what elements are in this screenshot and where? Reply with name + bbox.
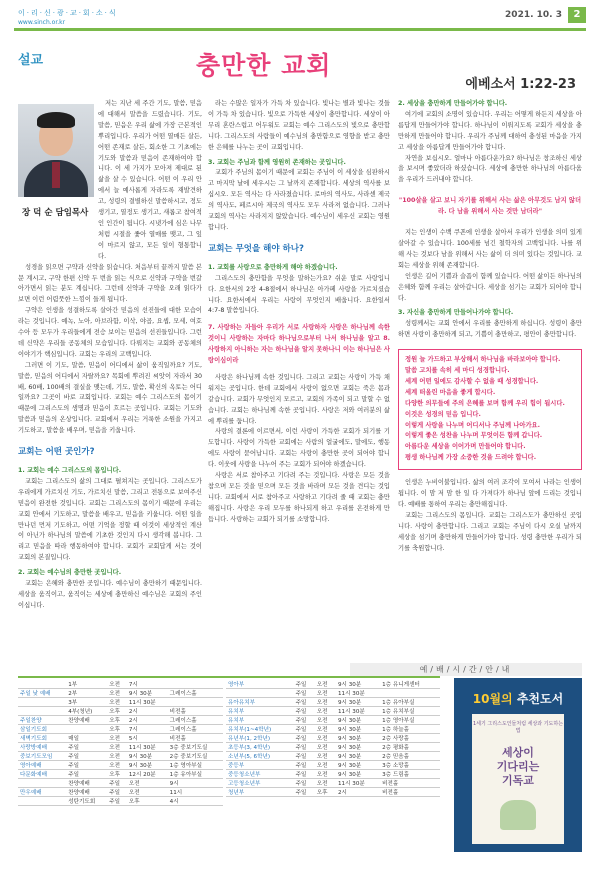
schedule-cell: 그레이스홀: [168, 716, 223, 725]
paragraph: 성령께서는 교회 안에서 우리를 충만하게 하십니다. 성령이 충만하면 사랑이 충만하게 되고, 기쁨이 충만하고, 평안이 충만합니다.: [398, 320, 582, 339]
subheading: 3. 교회는 주님과 함께 영원히 존재하는 곳입니다.: [208, 158, 346, 166]
schedule-cell: 오전: [315, 716, 336, 725]
paragraph: 교회는 그리스도의 삶의 그대로 펼쳐지는 곳입니다. 그리스도가 우리에게 가르치신 기도, 가르치신 말씀, 그리고 전통으로 보여주신 믿음이 완전한 것입니다. 교회는 그리스도의 몸이기 때문에 우리는 교회 안에서 기도하고, 말씀을 배우고, 믿음을 키웁니다. 어떤 일을 만나던 먼저 기도하고, 어떤 기억을 정할 때 이것이 세상적인 계산이 아닌가 하나님의 말씀에 기초한 것인지 다시 생각해 봅니다. 그리고 믿음을 따라 행동하여야 합니다. 교회가 교회답게 서는 것이 교회의 본질입니다.: [18, 477, 202, 562]
schedule-cell: 9시 30분: [336, 716, 380, 725]
schedule-cell: 오전: [315, 761, 336, 770]
callout-line: 평생 하나님께 가장 소중한 것을 드려야 합니다.: [405, 454, 537, 462]
schedule-cell: [380, 689, 440, 698]
scripture-quote: 7. 사랑하는 자들아 우리가 서로 사랑하자 사랑은 하나님께 속한 것이니 사랑하는 자마다 하나님으로부터 나서 하나님을 알고 8. 사랑하지 아니하는 자는 하나님을 알지 못하나니 이는 하나님은 사랑이심이라: [208, 324, 390, 365]
schedule-cell: 사랑방예배: [18, 743, 66, 752]
schedule-cell: 중보기도모임: [18, 752, 66, 761]
schedule-cell: 오전: [107, 680, 127, 689]
schedule-cell: 9시 30분: [336, 761, 380, 770]
paragraph: 자연을 보십시오. 얼마나 아름다운가요? 하나님은 창조하신 세상을 보시며 좋았더라 하셨습니다. 세상에 충만한 하나님의 아름다움을 우리가 드러내야 합니다.: [398, 154, 582, 184]
schedule-cell: 다문화예배: [18, 770, 66, 779]
schedule-cell: 주일: [294, 725, 315, 734]
book-title-line: 기독교: [502, 774, 534, 787]
book-banner-label: 추천도서: [516, 692, 564, 706]
subheading: 2. 교회는 예수님의 충만한 곳입니다.: [18, 569, 122, 577]
schedule-cell: 주일: [107, 797, 127, 806]
schedule-cell: 오후: [107, 725, 127, 734]
schedule-cell: 9시 30분: [336, 752, 380, 761]
schedule-row: [226, 743, 440, 752]
sermon-title: 충만한 교회: [196, 51, 332, 80]
subheading: 1. 교회는 예수 그리스도의 몸입니다.: [18, 467, 122, 474]
schedule-cell: 비전홀: [380, 779, 440, 788]
schedule-cell: 오후: [107, 716, 127, 725]
schedule-row: [226, 788, 440, 797]
schedule-cell: 1부: [66, 680, 107, 689]
schedule-cell: 7시: [127, 680, 168, 689]
schedule-cell: 오전: [315, 698, 336, 707]
schedule-cell: 주일: [66, 752, 107, 761]
schedule-row: [18, 707, 223, 716]
section-heading: 교회는 무엇을 해야 하나?: [208, 243, 304, 254]
book-title-line: 세상이: [502, 746, 534, 759]
highlight-quote: "100살을 살고 보니 자기를 위해서 사는 삶은 아무것도 남지 않더라. 다 남을 위해서 사는 것만 남더라": [398, 197, 582, 216]
paragraph: 지는 인생이 수백 쿠폰에 인생을 살아서 우리가 인생을 의미 있게 살아갈 수 있습니다. 100세를 넘긴 철학자의 고백입니다. 나를 위해 사는 것보다 남을 위해서 사는 삶이 더 의미 있다는 것입니다. 교회는 세상을 위해 존재합니다.: [398, 229, 582, 269]
schedule-cell: 4부(청년): [66, 707, 107, 716]
column-2: [208, 99, 390, 526]
schedule-cell: 주일: [66, 770, 107, 779]
schedule-row: [18, 716, 223, 725]
column-1: [18, 99, 202, 612]
schedule-row: [226, 752, 440, 761]
schedule-cell: 비전홀: [168, 734, 223, 743]
callout-line: 말씀 고치를 속히 세 마디 성경합니다.: [405, 367, 510, 375]
schedule-row: [18, 680, 223, 689]
schedule-cell: 7시: [127, 725, 168, 734]
schedule-row: [18, 761, 223, 770]
schedule-row: [18, 698, 223, 707]
paragraph: 교회가 주님의 몸이기 때문에 교회는 주님이 이 세상을 심판하시고 마지막 날에 세우시는 그 날까지 존재합니다. 세상의 역사를 보십시오. 모든 역사는 다 사라졌습니다. 로마의 역사도, 사라센 제국의 역사도, 페르시아 제국의 역사도 모두 사라져 없습니다. 그러나 교회의 역사는 사라지지 않았습니다. 예수님이 세우신 교회는 영원합니다.: [208, 169, 390, 231]
schedule-cell: [18, 797, 66, 806]
schedule-cell: 주일: [294, 779, 315, 788]
schedule-cell: 오전: [315, 770, 336, 779]
schedule-cell: 오전: [315, 707, 336, 716]
scripture-reference: 에베소서 1:22-23: [465, 77, 576, 92]
schedule-row: [226, 689, 440, 698]
schedule-cell: 오전: [107, 698, 127, 707]
schedule-row: [18, 725, 223, 734]
schedule-cell: 2층 평화홀: [380, 743, 440, 752]
schedule-cell: 청년부: [226, 788, 294, 797]
schedule-cell: 오전: [107, 743, 127, 752]
schedule-cell: 중등부: [226, 761, 294, 770]
schedule-cell: 오전: [107, 752, 127, 761]
schedule-cell: 주일: [107, 779, 127, 788]
schedule-cell: 9시 30분: [336, 734, 380, 743]
schedule-cell: 주일: [66, 761, 107, 770]
schedule-cell: 2층 믿음홀: [380, 752, 440, 761]
church-name: 이·리·신·광·교·회·소·식: [18, 9, 118, 17]
schedule-cell: [168, 680, 223, 689]
schedule-cell: 1층 유치부실: [380, 707, 440, 716]
book-banner-month: 10월의: [472, 692, 513, 706]
schedule-cell: 12시 20분: [127, 770, 168, 779]
section-heading: 교회는 어떤 곳인가?: [18, 447, 95, 458]
schedule-cell: 11시: [168, 788, 223, 797]
schedule-cell: 4시: [168, 797, 223, 806]
schedule-cell: 영아예배: [18, 761, 66, 770]
callout-line: 세계 떠올린 마음을 좋게 합시다.: [405, 388, 496, 396]
schedule-cell: 찬양예배: [66, 788, 107, 797]
schedule-cell: 유년부(1, 2학년): [226, 734, 294, 743]
schedule-cell: 만우예배: [18, 788, 66, 797]
schedule-cell: 주일: [107, 788, 127, 797]
subheading: 1. 교회를 사랑으로 충만하게 해야 하겠습니다.: [208, 263, 338, 271]
schedule-row: [226, 734, 440, 743]
schedule-cell: 삼일기도회: [18, 725, 66, 734]
schedule-cell: 성탄기도회: [66, 797, 107, 806]
schedule-cell: 그레이스홀: [168, 725, 223, 734]
schedule-cell: [18, 680, 66, 689]
page-header: [14, 6, 586, 46]
schedule-cell: 1층 영아부실: [380, 716, 440, 725]
schedule-cell: 주일: [294, 689, 315, 698]
schedule-cell: 오후: [107, 770, 127, 779]
schedule-cell: 9시 30분: [336, 770, 380, 779]
paragraph: 사랑은 하나님께 속한 것입니다. 그리고 교회는 사랑이 가득 채워지는 곳입니다. 한데 교회에서 사랑이 없으면 교회는 죽은 몸과 같습니다. 교회가 무엇인지 모르고, 교회의 가족이 되고 말할 수 없습니다. 교회는 하나님께 속한 곳입니다. 사랑은 저와 여러분의 삶에 뿌리를 둡니다.: [208, 373, 390, 425]
schedule-cell: 2층 사랑홀: [380, 734, 440, 743]
paragraph: 인생은 길어 기쁨과 슬픔이 함께 있습니다. 어떤 삶이든 하나님의 은혜와 함께 우리는 살아갑니다. 세상을 섬기는 교회가 되어야 합니다.: [398, 272, 582, 302]
schedule-cell: 그레이스홀: [168, 689, 223, 698]
schedule-cell: 중등청소년부: [226, 770, 294, 779]
book-blurb: 1세기 그리스도인들처럼 세상과 기도하는 법: [472, 721, 564, 734]
schedule-row: [18, 770, 223, 779]
schedule-cell: 9시 30분: [127, 752, 168, 761]
schedule-cell: 오전: [127, 788, 168, 797]
schedule-cell: 5시: [127, 734, 168, 743]
schedule-row: [226, 680, 440, 689]
schedule-cell: 1층 유아부실: [168, 770, 223, 779]
schedule-cell: 11시 30분: [336, 779, 380, 788]
schedule-row: [18, 689, 223, 698]
schedule-cell: 3부: [66, 698, 107, 707]
schedule-row: [18, 752, 223, 761]
church-url[interactable]: www.sinch.or.kr: [18, 19, 66, 26]
page-number: 2: [568, 7, 586, 23]
callout-line: 세계 어떤 일에도 감사할 수 없을 때 성경합니다.: [405, 377, 539, 385]
schedule-cell: 주일: [294, 707, 315, 716]
callout-line: 이렇게 좋은 성찬을 나누며 무엇이든 함께 갑니다.: [405, 432, 543, 440]
schedule-cell: 주일: [294, 770, 315, 779]
schedule-row: [18, 797, 223, 806]
book-title: [472, 746, 564, 788]
schedule-cell: 오후: [107, 707, 127, 716]
schedule-cell: 주일: [294, 734, 315, 743]
schedule-title: 예/배/시/간/안/내: [350, 663, 582, 676]
schedule-cell: 주일: [66, 743, 107, 752]
schedule-cell: 9시 30분: [336, 680, 380, 689]
schedule-row: [226, 716, 440, 725]
schedule-cell: 주일: [294, 788, 315, 797]
paragraph: 구약은 인생을 성결하도록 살아간 믿음의 선진들에 대한 모습이라는 것입니다. 예녹, 노아, 아브라함, 이삭, 야곱, 요셉, 모세, 여호수아 등 모두가 우리들에게 전승 보이는 믿음의 선진들입니다. 그런데 신약은 우리들 공동체의 모습입니다. 다뤄지는 교회와 공동체의 이야기가 핵심입니다. 교회는 우리의 고백입니다.: [18, 307, 202, 358]
schedule-row: [226, 770, 440, 779]
subheading: 3. 자신을 충만하게 만들어나가야 합니다.: [398, 309, 514, 317]
schedule-cell: 오전: [127, 779, 168, 788]
schedule-cell: 3층 소망홀: [380, 761, 440, 770]
callout-line: 다양한 의무들에 주의 은혜를 보며 함께 우리 힘이 됩시다.: [405, 399, 565, 407]
schedule-cell: 주일: [294, 743, 315, 752]
schedule-cell: 새벽기도회: [18, 734, 66, 743]
schedule-cell: 초등부(3, 4학년): [226, 743, 294, 752]
schedule-cell: 매일: [66, 734, 107, 743]
schedule-cell: 오후: [127, 797, 168, 806]
schedule-cell: 주일: [294, 698, 315, 707]
schedule-cell: [168, 698, 223, 707]
schedule-cell: 찬양예배: [66, 716, 107, 725]
schedule-cell: 비전홀: [168, 707, 223, 716]
intro-paragraph: 저는 지난 세 주간 기도, 말씀, 믿음에 대해서 말씀을 드렸습니다. 기도, 말씀, 믿음은 우리 삶에 가장 근본적인 뿌리입니다. 우리가 어떤 열매든 살든, 어떤 존재로 살든, 회소한 그 기초에는 기도와 말씀과 믿음이 존재하여야 합니다. 이 세 가지가 모아져 제대로 된 삶을 살 수 있습니다. 어떤 이 우리 안에서 늘 예사롭게 자라도록 재발견하고, 성령의 결별하신 말씀하시고, 정도 생기고, 열정도 생기고, 새롭고 참여적인 인간이 됩니다. 시냇가에 심은 나무처럼 시절을 좇아 열매를 맺고, 그 잎이 마르지 않고, 모든 일이 형통합니다.: [98, 100, 202, 260]
schedule-row: [226, 779, 440, 788]
book-title-line: 기다리는: [496, 760, 540, 773]
schedule-cell: 1층 유니게센터: [380, 680, 440, 689]
worship-schedule: [18, 676, 440, 854]
subheading: 2. 세상을 충만하게 만들어가야 합니다.: [398, 100, 508, 107]
schedule-row: [18, 788, 223, 797]
column-3: [398, 99, 582, 555]
schedule-cell: [18, 779, 66, 788]
paragraph: 그리스도의 충만함을 무엇을 말하는가요? 쉬운 말로 사랑입니다. 요한서의 2장 4-8절에서 하나님은 아가페 사랑을 가르치셨습니다. 요한서에서 우리는 사랑이 무엇인지 배웁니다. 요한일서 4:7-8 말씀입니다.: [208, 274, 390, 315]
schedule-row: [18, 779, 223, 788]
schedule-row: [226, 698, 440, 707]
schedule-cell: 1층 하늘홀: [380, 725, 440, 734]
callout-line: 아름다운 세상을 이어가며 만들어야 합니다.: [405, 443, 526, 451]
schedule-cell: 소년부(5, 6학년): [226, 752, 294, 761]
schedule-cell: 2시: [336, 788, 380, 797]
schedule-cell: 유치부: [226, 716, 294, 725]
schedule-cell: 9시 30분: [127, 689, 168, 698]
paragraph: 인생은 누비이불입니다. 삶의 여러 조각이 모여서 나라는 인생이 됩니다. 이 맘 저 맘 한 일 다 가져다가 하나님 앞에 드리는 것입니다. 예배를 통하여 우리는 충만해집니다.: [398, 479, 582, 508]
schedule-row: [226, 707, 440, 716]
callout-line: 이렇게 사랑을 나누며 어디서나 주님께 나아가요.: [405, 421, 541, 429]
paragraph: 교회는 그리스도의 몸입니다. 교회는 그리스도가 충만하신 곳입니다. 사랑이 충만합니다. 그리고 교회는 주님이 다시 오실 날까지 세상을 섬기며 충만하게 만들어가야 합니다. 성령 충만한 우리가 되기를 축원합니다.: [398, 511, 582, 552]
schedule-cell: 주일: [294, 680, 315, 689]
schedule-cell: 2시: [127, 707, 168, 716]
schedule-cell: [18, 707, 66, 716]
schedule-cell: 2층 중보기도실: [168, 752, 223, 761]
book-cover: [472, 714, 564, 844]
schedule-cell: 오전: [107, 689, 127, 698]
paragraph: 사랑은 서로 참아주고 기다려 주는 것입니다. 사랑은 모든 것을 참으며 모든 것을 믿으며 모든 것을 바라며 모든 것을 견디는 것입니다. 교회에서 서로 참아주고 사랑하고 기다려 줄 때 교회는 충만해집니다. 사랑은 우리 모두를 하나되게 하고 우리를 온전하게 만듭니다. 사랑하는 교회가 되기를 소망합니다.: [208, 472, 390, 523]
schedule-table-b: [226, 680, 440, 797]
schedule-cell: 11시 30분: [127, 743, 168, 752]
paragraph: 여기에 교회의 소명이 있습니다. 우리는 어떻게 하든지 세상을 아름답게 만들어가야 합니다. 하나님이 이뤄지도록 교회가 세상을 충만하게 만들어야 합니다. 우리가 주님께 대하여 충성된 마음을 가지고 세상을 아름답게 만들어가야 합니다.: [398, 110, 582, 151]
paragraph: 교회는 은혜와 충만한 곳입니다. 예수님이 충만하기 때문입니다. 세상을 움직이고, 움직이는 세상에 충만하신 예수님은 교회의 주인이십니다.: [18, 580, 202, 609]
schedule-cell: 주일: [294, 761, 315, 770]
schedule-cell: 오전: [315, 680, 336, 689]
section-label: 설교: [18, 53, 44, 68]
schedule-cell: 3층 드림홀: [380, 770, 440, 779]
schedule-cell: 유아유치부: [226, 698, 294, 707]
schedule-cell: 고등청소년부: [226, 779, 294, 788]
schedule-cell: 찬양예배: [66, 779, 107, 788]
schedule-cell: 오전: [315, 689, 336, 698]
schedule-cell: 오전: [107, 734, 127, 743]
header-rule: [14, 28, 586, 31]
schedule-cell: 오전: [107, 761, 127, 770]
schedule-cell: 비전홀: [380, 788, 440, 797]
paragraph: 성경을 읽으면 구약과 신약을 읽습니다. 처음부터 끝까지 말씀 본문 계시고, 구약 한편 신약 두 번을 읽는 식으로 신약과 구약을 번갈아가면서 읽는 분도 계십니다. 그런데 신약과 구약을 오래 읽다가 보면 이런 어렴풋한 느낌이 들게 됩니다.: [18, 263, 202, 304]
schedule-cell: 오전: [315, 734, 336, 743]
callout-line: 정원 늘 가드하고 부상해서 하나님을 바라보아야 합니다.: [405, 356, 561, 364]
schedule-cell: 오전: [315, 752, 336, 761]
schedule-cell: 9시 30분: [127, 761, 168, 770]
callout-line: 이것은 성경의 믿음 입니다.: [405, 410, 481, 418]
schedule-cell: 오후: [315, 788, 336, 797]
schedule-cell: 2부: [66, 689, 107, 698]
schedule-cell: 주일찬양: [18, 716, 66, 725]
schedule-cell: 11시 30분: [127, 698, 168, 707]
schedule-cell: 주일: [294, 752, 315, 761]
schedule-cell: 9시 30분: [336, 743, 380, 752]
book-banner: [454, 690, 582, 707]
schedule-cell: [226, 689, 294, 698]
schedule-cell: 9시 30분: [336, 725, 380, 734]
schedule-cell: 11시 30분: [336, 707, 380, 716]
schedule-cell: 9시: [168, 779, 223, 788]
book-recommendation[interactable]: [454, 678, 582, 852]
callout-box: [398, 349, 582, 470]
schedule-cell: 주일 낮 예배: [18, 689, 66, 698]
schedule-cell: 유치부(1~4학년): [226, 725, 294, 734]
schedule-cell: [66, 725, 107, 734]
schedule-row: [18, 743, 223, 752]
schedule-cell: 3층 중보기도실: [168, 743, 223, 752]
schedule-cell: 오전: [315, 779, 336, 788]
schedule-row: [18, 734, 223, 743]
schedule-cell: 1층 유아부실: [380, 698, 440, 707]
paragraph: 그러면 이 기도, 말씀, 믿음이 어디에서 삶이 움직일까요? 기도, 말씀, 믿음의 어디에서 자랄까요? 목회에 뿌려진 씨앗이 자라서 30배, 60배, 100배의 결실을 맺는데, 기도, 말씀, 확신의 옥토는 어디일까요? 그곳이 바로 교회입니다. 교회는 예수 그리스도의 몸이기 때문에 그리스도의 생명과 믿음이 흐르는 곳입니다. 교회는 기도와 말씀과 믿음의 온상입니다. 교회에서 우리는 거룩한 소원을 가지고 기도하고, 말씀을 배우며, 믿음을 키웁니다.: [18, 361, 202, 435]
schedule-row: [226, 761, 440, 770]
schedule-cell: 11시 30분: [336, 689, 380, 698]
schedule-cell: 1층 영아부실: [168, 761, 223, 770]
schedule-table-a: [18, 680, 223, 806]
issue-date: 2021. 10. 3: [505, 10, 562, 20]
book-illustration: [500, 800, 536, 830]
schedule-cell: 9시 30분: [336, 698, 380, 707]
schedule-cell: [18, 698, 66, 707]
paragraph: 사랑의 결론에 이르면서, 이런 사랑이 가득한 교회가 되기를 기도합니다. 사랑이 가득한 교회에는 사람의 얼굴에도, 말에도, 행동에도 사랑이 묻어납니다. 교회는 사랑이 충만한 곳이 되어야 합니다. 이웃에 사랑을 나누어 주는 교회가 되어야 하겠습니다.: [208, 428, 390, 469]
schedule-cell: 오전: [315, 725, 336, 734]
schedule-cell: 주일: [294, 716, 315, 725]
schedule-cell: 영아부: [226, 680, 294, 689]
schedule-cell: 2시: [127, 716, 168, 725]
schedule-row: [226, 725, 440, 734]
pastor-name: 장 덕 순 담임목사: [22, 208, 89, 218]
paragraph: 라는 수많은 일자가 가득 차 있습니다. 빛나는 별과 빛나는 것들이 가득 차 있습니다. 빛으로 가득한 세상이 충만합니다. 세상이 아무리 혼란스럽고 어두워도 교회는 예수 그리스도의 빛으로 충만합니다. 그리스도의 사람들이 예수님의 충만함으로 영향을 받고 충만한 은혜를 나누는 곳이 교회입니다.: [208, 100, 390, 151]
schedule-cell: 유치부: [226, 707, 294, 716]
schedule-cell: 오전: [315, 743, 336, 752]
